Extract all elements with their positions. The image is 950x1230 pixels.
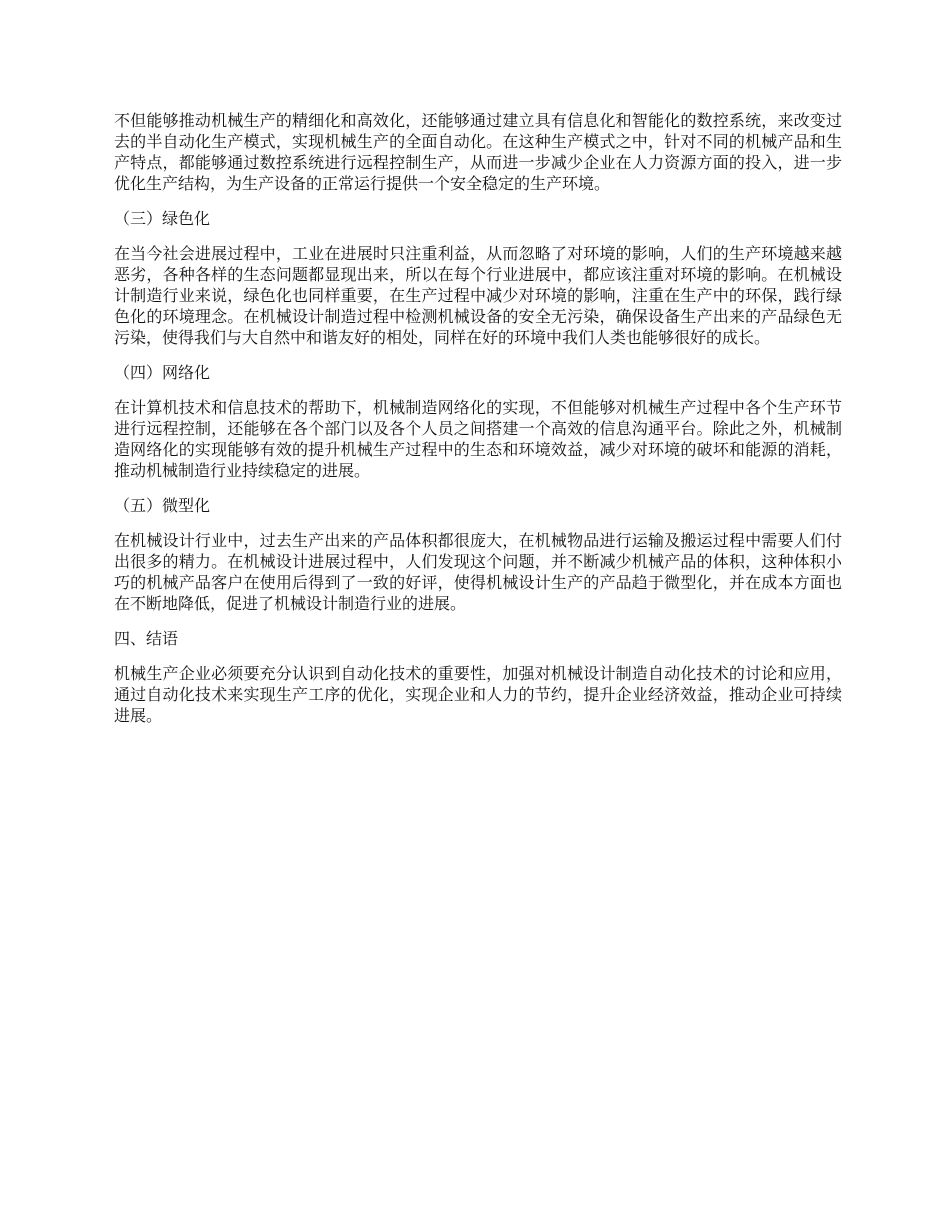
section-heading-miniature: （五）微型化	[114, 496, 211, 515]
section-heading-green: （三）绿色化	[114, 209, 211, 228]
section-heading-conclusion: 四、结语	[114, 629, 179, 648]
paragraph-miniature: 在机械设计行业中，过去生产出来的产品体积都很庞大，在机械物品进行运输及搬运过程中需要人们付出很多的精力。在机械设计进展过程中，人们发现这个问题，并不断减少机械产品的体积，这种体积小巧的机械产品客户在使用后得到了一致的好评，使得机械设计生产的产品趋于微型化，并在成本方面也在不断地降低，促进了机械设计制造行业的进展。	[114, 531, 842, 613]
paragraph-green: 在当今社会进展过程中，工业在进展时只注重利益，从而忽略了对环境的影响，人们的生产环境越来越恶劣，各种各样的生态问题都显现出来，所以在每个行业进展中，都应该注重对环境的影响。在机械设计制造行业来说，绿色化也同样重要，在生产过程中减少对环境的影响，注重在生产中的环保，践行绿色化的环境理念。在机械设计制造过程中检测机械设备的安全无污染，确保设备生产出来的产品绿色无污染，使得我们与大自然中和谐友好的相处，同样在好的环境中我们人类也能够很好的成长。	[114, 244, 842, 347]
document-page	[114, 110, 842, 740]
paragraph-intro-continued: 不但能够推动机械生产的精细化和高效化，还能够通过建立具有信息化和智能化的数控系统，来改变过去的半自动化生产模式，实现机械生产的全面自动化。在这种生产模式之中，针对不同的机械产品和生产特点，都能够通过数控系统进行远程控制生产，从而进一步减少企业在人力资源方面的投入，进一步优化生产结构，为生产设备的正常运行提供一个安全稳定的生产环境。	[114, 111, 842, 193]
paragraph-conclusion: 机械生产企业必须要充分认识到自动化技术的重要性，加强对机械设计制造自动化技术的讨论和应用，通过自动化技术来实现生产工序的优化，实现企业和人力的节约，提升企业经济效益，推动企业可持续进展。	[114, 664, 842, 725]
paragraph-network: 在计算机技术和信息技术的帮助下，机械制造网络化的实现，不但能够对机械生产过程中各个生产环节进行远程控制，还能够在各个部门以及各个人员之间搭建一个高效的信息沟通平台。除此之外，机械制造网络化的实现能够有效的提升机械生产过程中的生态和环境效益，减少对环境的破坏和能源的消耗，推动机械制造行业持续稳定的进展。	[114, 398, 842, 480]
section-heading-network: （四）网络化	[114, 363, 211, 382]
